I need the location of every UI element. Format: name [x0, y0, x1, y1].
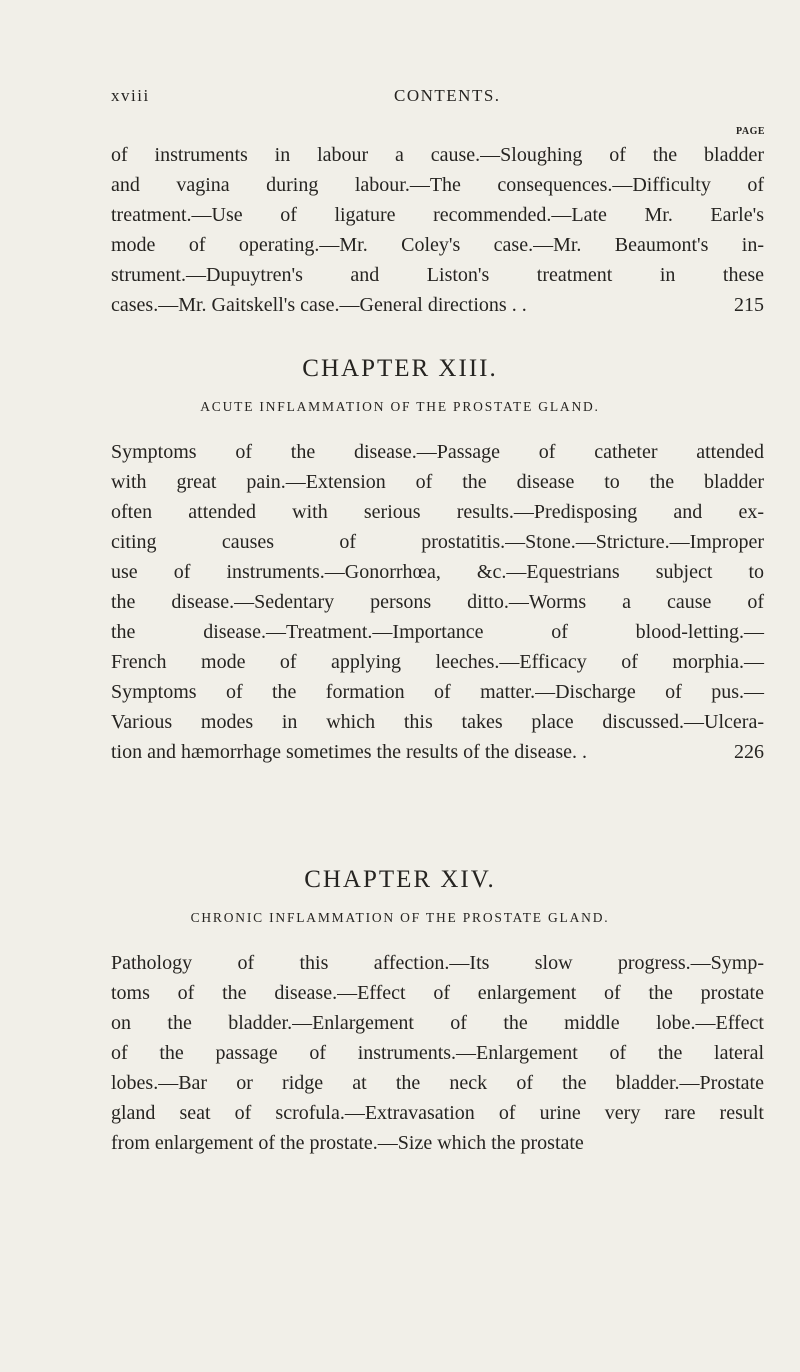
summary-line: of the passage of instruments.—Enlargement of the lateral [111, 1042, 764, 1064]
page-column-label: PAGE [736, 126, 766, 137]
continued-entry [111, 140, 764, 320]
page-folio: xviii [111, 86, 150, 105]
summary-line: Pathology of this affection.—Its slow progress.—Symp- [111, 952, 764, 974]
chapter-14-subtitle: CHRONIC INFLAMMATION OF THE PROSTATE GLAND. [190, 910, 610, 925]
summary-line: gland seat of scrofula.—Extravasation of urine very rare result [111, 1102, 764, 1124]
chapter-14-summary [111, 948, 764, 1158]
entry-line: and vagina during labour.—The consequences.—Difficulty of [111, 174, 764, 196]
chapter-13-subtitle: ACUTE INFLAMMATION OF THE PROSTATE GLAND. [200, 399, 600, 414]
summary-line: the disease.—Sedentary persons ditto.—Worms a cause of [111, 591, 764, 613]
entry-line-text: cases.—Mr. Gaitskell's case.—General directions . . [111, 294, 527, 316]
summary-line: citing causes of prostatitis.—Stone.—Stricture.—Improper [111, 531, 764, 553]
summary-line: use of instruments.—Gonorrhœa, &c.—Equestrians subject to [111, 561, 764, 583]
chapter-14-title: CHAPTER XIV. [304, 866, 496, 893]
chapter-13-title: CHAPTER XIII. [302, 355, 498, 382]
entry-line: strument.—Dupuytren's and Liston's treatment in these [111, 264, 764, 286]
summary-line: Various modes in which this takes place discussed.—Ulcera- [111, 711, 764, 733]
summary-line: with great pain.—Extension of the disease to the bladder [111, 471, 764, 493]
summary-line: French mode of applying leeches.—Efficacy of morphia.— [111, 651, 764, 673]
running-title: CONTENTS. [394, 86, 501, 105]
summary-line: on the bladder.—Enlargement of the middle lobe.—Effect [111, 1012, 764, 1034]
summary-page-number: 226 [734, 741, 764, 763]
entry-line: of instruments in labour a cause.—Sloughing of the bladder [111, 144, 764, 166]
summary-line: often attended with serious results.—Predisposing and ex- [111, 501, 764, 523]
summary-line: toms of the disease.—Effect of enlargement of the prostate [111, 982, 764, 1004]
summary-line-text: tion and hæmorrhage sometimes the results of the disease. . [111, 741, 588, 763]
entry-page-number: 215 [734, 294, 764, 316]
summary-line: the disease.—Treatment.—Importance of blood-letting.— [111, 621, 764, 643]
chapter-13-summary [111, 437, 764, 767]
entry-line [111, 290, 764, 320]
summary-line: Symptoms of the disease.—Passage of catheter attended [111, 441, 764, 463]
entry-line: mode of operating.—Mr. Coley's case.—Mr. Beaumont's in- [111, 234, 764, 256]
summary-line [111, 737, 764, 767]
summary-line: from enlargement of the prostate.—Size which the prostate [111, 1132, 584, 1154]
summary-line: Symptoms of the formation of matter.—Discharge of pus.— [111, 681, 764, 703]
entry-line: treatment.—Use of ligature recommended.—Late Mr. Earle's [111, 204, 764, 226]
summary-line: lobes.—Bar or ridge at the neck of the bladder.—Prostate [111, 1072, 764, 1094]
